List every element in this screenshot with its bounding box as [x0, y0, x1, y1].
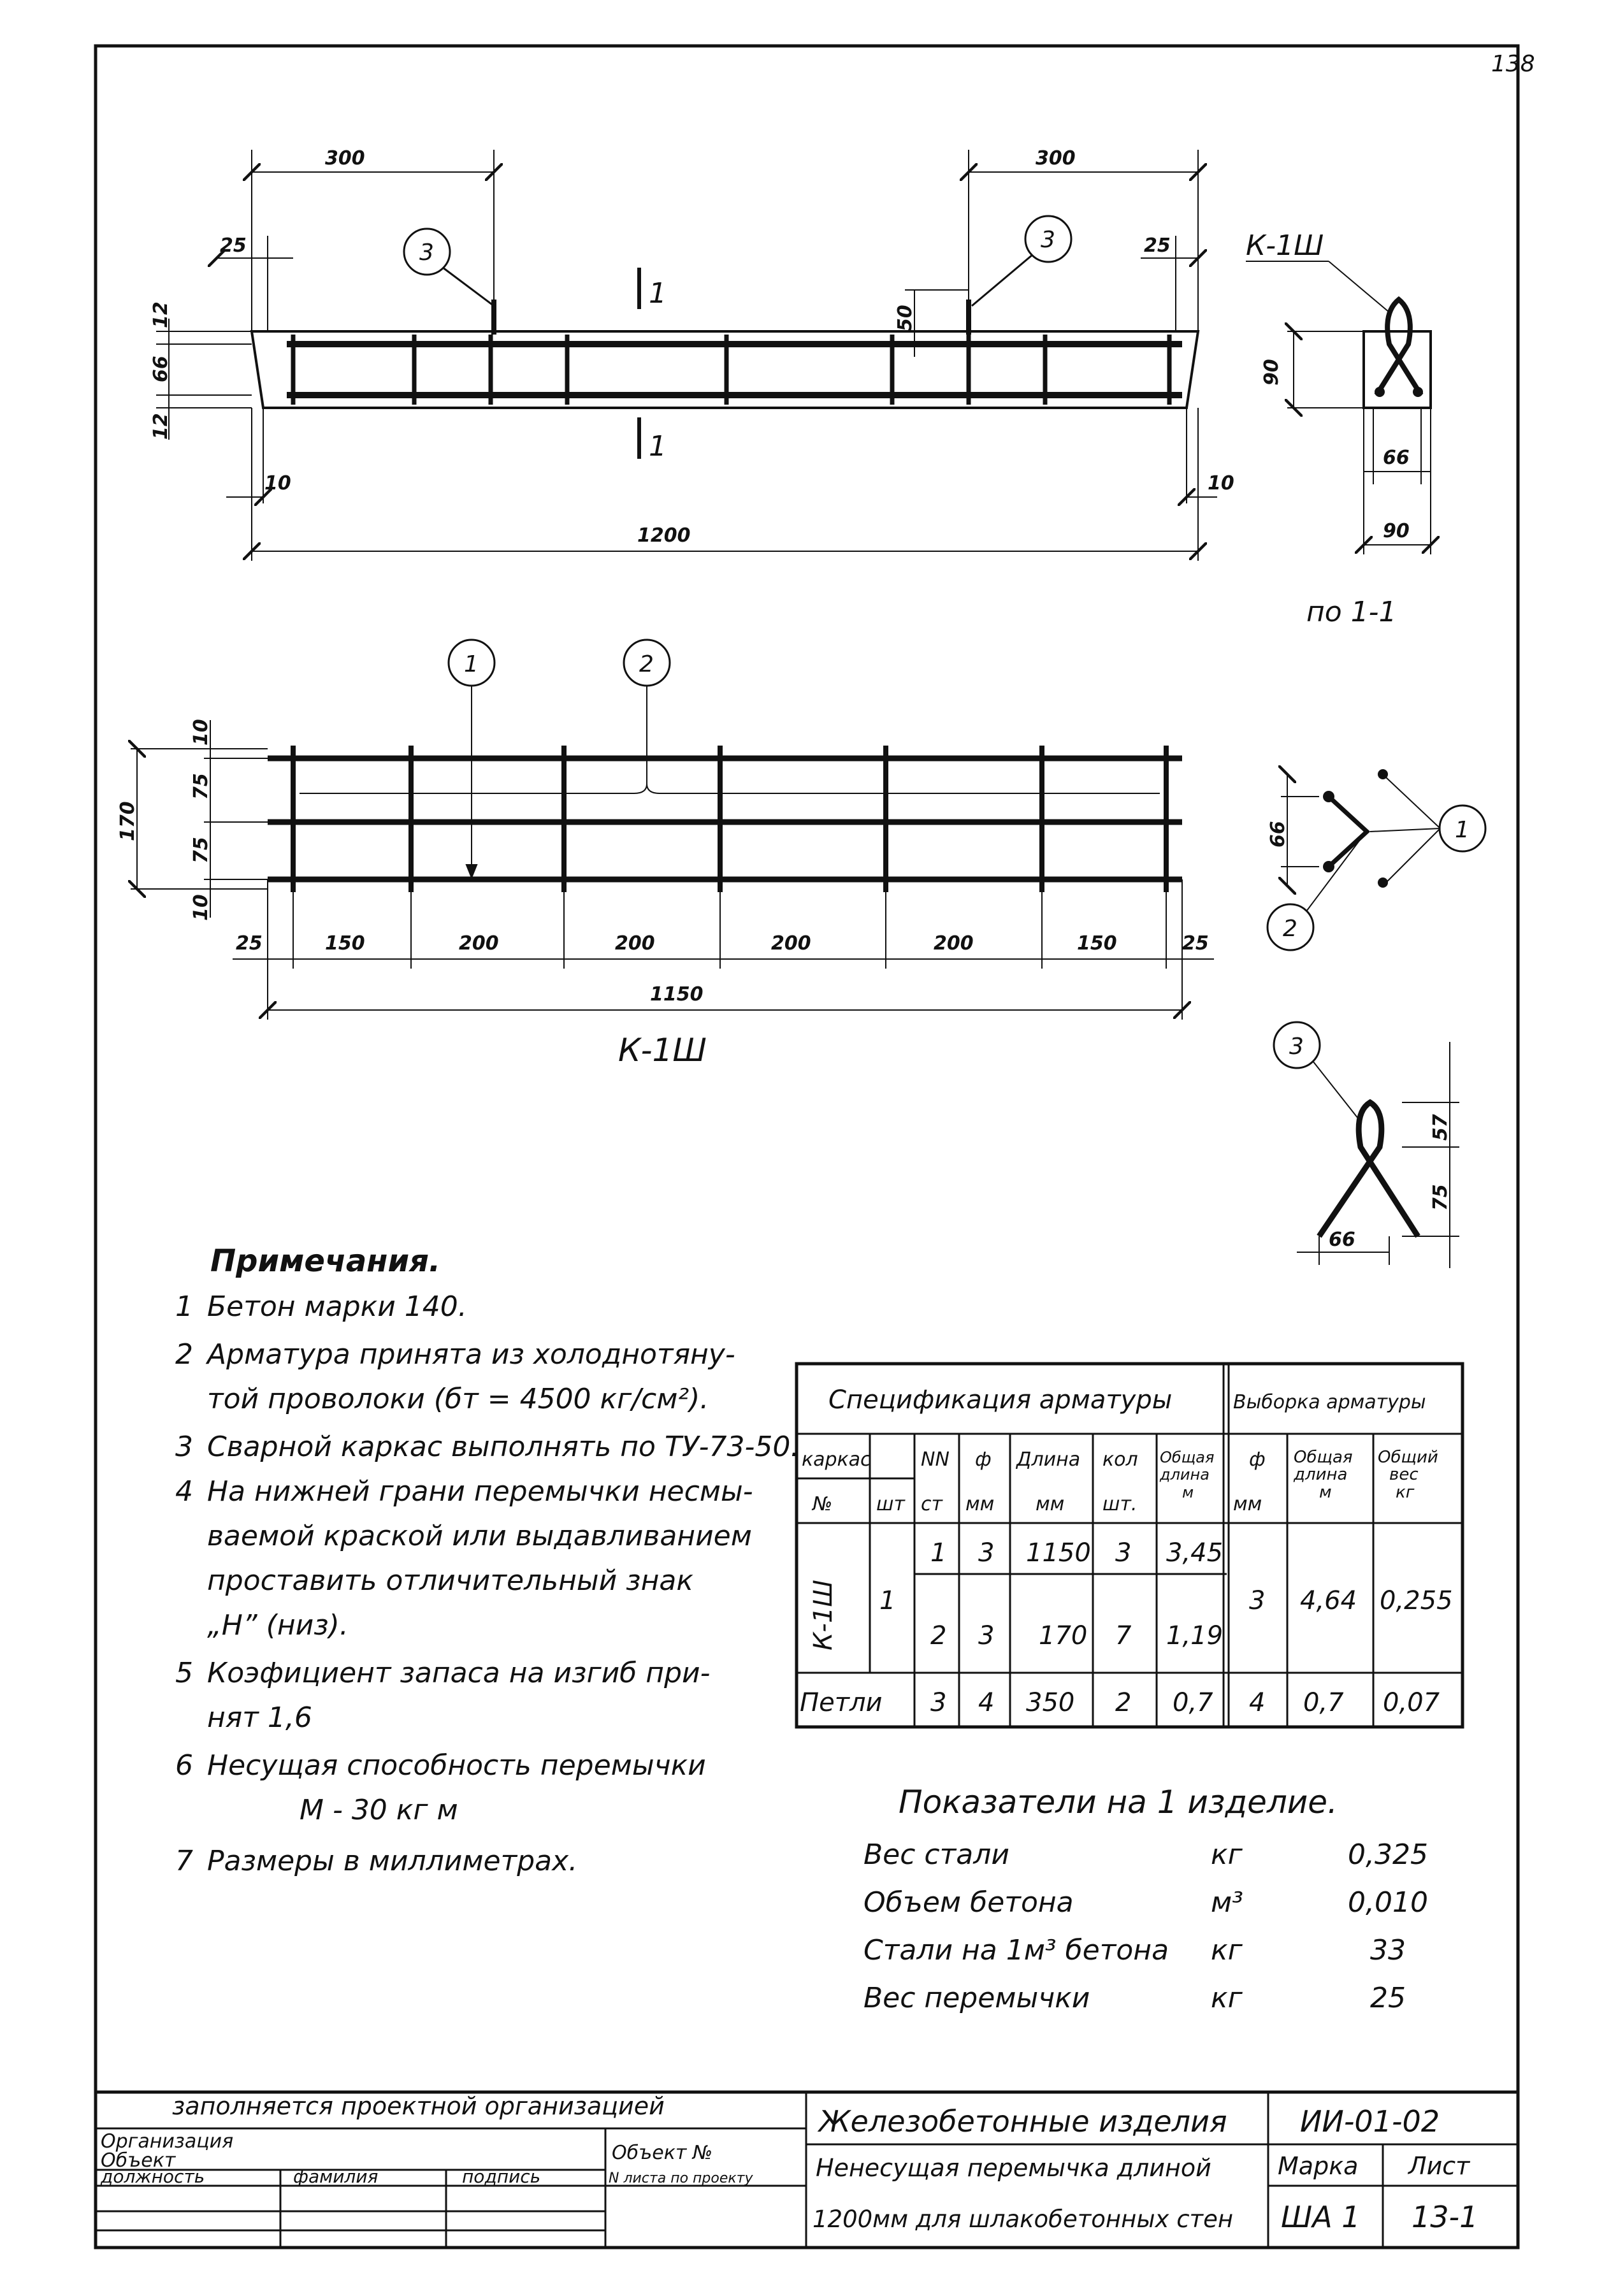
- note-item: [175, 1431, 799, 1463]
- svg-text:2: 2: [930, 1621, 947, 1650]
- note-item: [175, 1657, 710, 1734]
- svg-text:Общий: Общий: [1378, 1448, 1438, 1467]
- svg-text:шт.: шт.: [1102, 1493, 1138, 1515]
- page-number: 138: [1491, 51, 1535, 77]
- cage-span-dim: 200: [459, 932, 499, 955]
- svg-text:Общая: Общая: [1160, 1448, 1215, 1466]
- cage-dim-75-bottom: 75: [190, 837, 212, 863]
- svg-text:2: 2: [1115, 1688, 1132, 1717]
- sheet-frame: [96, 46, 1518, 2248]
- svg-text:м³: м³: [1211, 1886, 1243, 1919]
- cage-caption: К-1Ш: [618, 1032, 707, 1069]
- section-mark-bottom: 1: [649, 430, 667, 463]
- tb-product-line1: Ненесущая перемычка длиной: [816, 2154, 1211, 2182]
- svg-text:0,07: 0,07: [1383, 1688, 1440, 1717]
- cage-dim-170: 170: [117, 801, 139, 841]
- svg-text:3: 3: [1249, 1586, 1266, 1615]
- tb-object-no: Объект №: [612, 2142, 713, 2164]
- cage-span-dim: 200: [771, 932, 811, 955]
- tb-organization: Организация: [101, 2130, 234, 2153]
- cage-span-dim: 200: [615, 932, 655, 955]
- svg-text:Вес перемычки: Вес перемычки: [863, 1982, 1090, 2014]
- svg-text:Вес стали: Вес стали: [863, 1838, 1009, 1871]
- svg-text:3: 3: [978, 1538, 995, 1568]
- tb-sheet-no: N листа по проекту: [609, 2170, 753, 2186]
- tb-filled-by: заполняется проектной организацией: [172, 2092, 665, 2120]
- svg-text:1: 1: [175, 1290, 193, 1323]
- section-outline: [1364, 331, 1431, 408]
- section-1-1: [1246, 229, 1431, 628]
- dim-66: 66: [150, 356, 172, 382]
- svg-text:Арматура принята из холоднотян: Арматура принята из холоднотяну-: [207, 1338, 735, 1371]
- svg-text:кол: кол: [1102, 1448, 1138, 1471]
- svg-text:0,010: 0,010: [1348, 1886, 1428, 1919]
- svg-text:2: 2: [639, 651, 654, 677]
- svg-text:ф: ф: [1249, 1448, 1266, 1471]
- svg-text:Бетон марки 140.: Бетон марки 140.: [207, 1290, 467, 1323]
- dim-12-bottom: 12: [150, 413, 172, 440]
- tb-series-code: ИИ-01-02: [1300, 2104, 1440, 2139]
- loop-dim-66: 66: [1329, 1229, 1355, 1251]
- svg-text:2: 2: [1283, 916, 1297, 942]
- loops-row: [800, 1688, 1440, 1717]
- section-dim-66: 66: [1383, 447, 1410, 469]
- svg-text:М - 30 кг м: М - 30 кг м: [300, 1794, 458, 1826]
- tb-signature: подпись: [462, 2166, 541, 2187]
- svg-text:7: 7: [175, 1845, 193, 1877]
- tb-surname: фамилия: [293, 2166, 379, 2187]
- svg-text:ст: ст: [921, 1493, 943, 1515]
- svg-text:проставить отличительный знак: проставить отличительный знак: [207, 1564, 693, 1597]
- cage-span-dim: 150: [325, 932, 365, 955]
- svg-text:Коэфициент запаса на изгиб при: Коэфициент запаса на изгиб при-: [207, 1657, 711, 1689]
- cage-dim-75-top: 75: [190, 773, 212, 800]
- karkas-name: К-1Ш: [809, 1579, 838, 1650]
- svg-text:4: 4: [175, 1475, 193, 1508]
- svg-text:3: 3: [1041, 227, 1055, 253]
- svg-text:3: 3: [175, 1431, 193, 1463]
- section-dim-90-w: 90: [1383, 520, 1410, 542]
- svg-text:№: №: [813, 1493, 833, 1515]
- tb-mark-value: ША 1: [1281, 2200, 1361, 2234]
- dim-1200: 1200: [637, 524, 691, 547]
- cage-span-dim: 25: [236, 932, 263, 955]
- indicator-row: [863, 1982, 1406, 2014]
- tb-sheet-label: Лист: [1408, 2152, 1470, 2180]
- svg-text:кг: кг: [1211, 1838, 1243, 1871]
- spec-row: [930, 1538, 1223, 1568]
- dim-12-top: 12: [150, 301, 172, 328]
- svg-text:4: 4: [978, 1688, 995, 1717]
- svg-text:мм: мм: [965, 1493, 995, 1515]
- svg-text:На нижней грани перемычки несм: На нижней грани перемычки несмы-: [207, 1475, 753, 1508]
- svg-text:0,325: 0,325: [1348, 1838, 1428, 1871]
- svg-text:ф: ф: [975, 1448, 992, 1471]
- svg-text:6: 6: [175, 1749, 193, 1782]
- cage-section-dim-66: 66: [1267, 821, 1289, 848]
- cage-span-dim: 25: [1182, 932, 1209, 955]
- svg-text:NN: NN: [921, 1448, 950, 1471]
- tb-product-line2: 1200мм для шлакобетонных стен: [813, 2206, 1234, 2233]
- note-item: [175, 1749, 706, 1826]
- indicator-row: [863, 1934, 1406, 1967]
- svg-text:Общая: Общая: [1294, 1448, 1353, 1467]
- svg-text:0,7: 0,7: [1173, 1688, 1213, 1717]
- svg-text:м: м: [1182, 1484, 1194, 1501]
- svg-text:2: 2: [175, 1338, 193, 1371]
- svg-text:вес: вес: [1389, 1465, 1419, 1484]
- svg-text:1: 1: [930, 1538, 947, 1568]
- loop-dim-75: 75: [1429, 1184, 1452, 1211]
- svg-text:350: 350: [1026, 1688, 1075, 1717]
- dim-10-right: 10: [1208, 472, 1234, 495]
- svg-text:3: 3: [930, 1688, 947, 1717]
- dim-25-right: 25: [1144, 235, 1171, 257]
- section-loop: [1376, 300, 1421, 395]
- indicators: [863, 1784, 1428, 2014]
- loop-detail: [1274, 1022, 1459, 1268]
- svg-text:той проволоки (бᴛ = 4500 кг/см: той проволоки (бᴛ = 4500 кг/см²).: [207, 1383, 709, 1415]
- svg-text:кг: кг: [1396, 1483, 1415, 1502]
- svg-text:0,7: 0,7: [1303, 1688, 1344, 1717]
- dim-10-left: 10: [264, 472, 291, 495]
- svg-text:1: 1: [1455, 817, 1470, 843]
- dim-300-left: 300: [325, 147, 365, 170]
- indicators-title: Показатели на 1 изделие.: [899, 1784, 1338, 1821]
- svg-text:33: 33: [1370, 1934, 1406, 1967]
- svg-text:25: 25: [1370, 1982, 1406, 2014]
- note-item: [175, 1845, 577, 1877]
- svg-text:Петли: Петли: [800, 1688, 883, 1717]
- svg-text:„Н” (низ).: „Н” (низ).: [207, 1609, 349, 1642]
- cage-dim-10-bottom: 10: [190, 894, 212, 921]
- svg-text:м: м: [1319, 1483, 1332, 1502]
- svg-text:1: 1: [464, 651, 479, 677]
- svg-text:шт: шт: [876, 1493, 905, 1515]
- section-mark-top: 1: [649, 277, 667, 310]
- svg-text:нят 1,6: нят 1,6: [207, 1701, 312, 1734]
- svg-text:Спецификация арматуры: Спецификация арматуры: [828, 1385, 1173, 1415]
- svg-text:длина: длина: [1294, 1465, 1348, 1484]
- svg-text:кг: кг: [1211, 1934, 1243, 1967]
- indicator-row: [863, 1838, 1428, 1871]
- tb-sheet-value: 13-1: [1412, 2200, 1478, 2234]
- svg-text:1150: 1150: [1026, 1538, 1091, 1568]
- cage-plan: [117, 640, 1214, 1069]
- svg-text:4: 4: [1249, 1688, 1266, 1717]
- tb-mark-label: Марка: [1278, 2152, 1359, 2180]
- tb-object: Объект: [101, 2149, 176, 2172]
- section-loop-label: К-1Ш: [1246, 229, 1324, 262]
- note-item: [175, 1290, 467, 1323]
- tb-position: должность: [101, 2166, 205, 2187]
- svg-text:Сварной каркас выполнять по ТУ: Сварной каркас выполнять по ТУ-73-50.: [207, 1431, 800, 1463]
- cage-dim-1150: 1150: [650, 983, 704, 1006]
- tb-series-title: Железобетонные изделия: [819, 2104, 1227, 2139]
- svg-text:3: 3: [1115, 1538, 1132, 1568]
- lintel-elevation: [150, 147, 1234, 561]
- svg-text:3: 3: [1289, 1034, 1304, 1060]
- svg-text:5: 5: [175, 1657, 193, 1689]
- notes: [175, 1243, 799, 1877]
- svg-text:мм: мм: [1233, 1493, 1262, 1515]
- dim-300-right: 300: [1036, 147, 1076, 170]
- note-item: [175, 1338, 735, 1415]
- section-dim-90: 90: [1260, 359, 1283, 386]
- notes-title: Примечания.: [210, 1243, 441, 1279]
- dim-25-left: 25: [220, 235, 247, 257]
- cage-section: [1267, 769, 1485, 950]
- cage-selection: [1249, 1586, 1453, 1615]
- cage-span-dim: 200: [934, 932, 974, 955]
- svg-text:Размеры в миллиметрах.: Размеры в миллиметрах.: [207, 1845, 578, 1877]
- spec-row: [930, 1621, 1223, 1650]
- dim-50: 50: [894, 305, 916, 331]
- svg-text:Выборка арматуры: Выборка арматуры: [1233, 1391, 1426, 1413]
- section-caption: по 1-1: [1306, 596, 1397, 628]
- svg-text:3,45: 3,45: [1166, 1538, 1224, 1568]
- svg-text:3: 3: [419, 240, 434, 266]
- karkas-qty: 1: [879, 1586, 896, 1615]
- svg-text:0,255: 0,255: [1380, 1586, 1453, 1615]
- svg-text:кг: кг: [1211, 1982, 1243, 2014]
- cage-dim-10-top: 10: [190, 719, 212, 746]
- svg-text:длина: длина: [1160, 1466, 1210, 1484]
- svg-text:мм: мм: [1036, 1493, 1065, 1515]
- svg-text:ваемой краской или выдавливани: ваемой краской или выдавливанием: [207, 1520, 752, 1552]
- svg-text:Несущая способность перемычки: Несущая способность перемычки: [207, 1749, 706, 1782]
- svg-text:3: 3: [978, 1621, 995, 1650]
- loop-dim-57: 57: [1429, 1114, 1452, 1141]
- spec-table: [797, 1364, 1463, 1727]
- note-item: [175, 1475, 753, 1642]
- svg-text:170: 170: [1039, 1621, 1088, 1650]
- indicator-row: [863, 1886, 1428, 1919]
- svg-text:каркас: каркас: [802, 1448, 871, 1471]
- svg-text:Объем бетона: Объем бетона: [863, 1886, 1074, 1919]
- title-block: [96, 2092, 1518, 2248]
- svg-text:Длина: Длина: [1016, 1448, 1081, 1471]
- svg-text:Стали на 1м³ бетона: Стали на 1м³ бетона: [863, 1934, 1169, 1967]
- svg-text:1,19: 1,19: [1166, 1621, 1224, 1650]
- svg-text:7: 7: [1115, 1621, 1132, 1650]
- cage-span-dim: 150: [1077, 932, 1117, 955]
- svg-text:4,64: 4,64: [1300, 1586, 1357, 1615]
